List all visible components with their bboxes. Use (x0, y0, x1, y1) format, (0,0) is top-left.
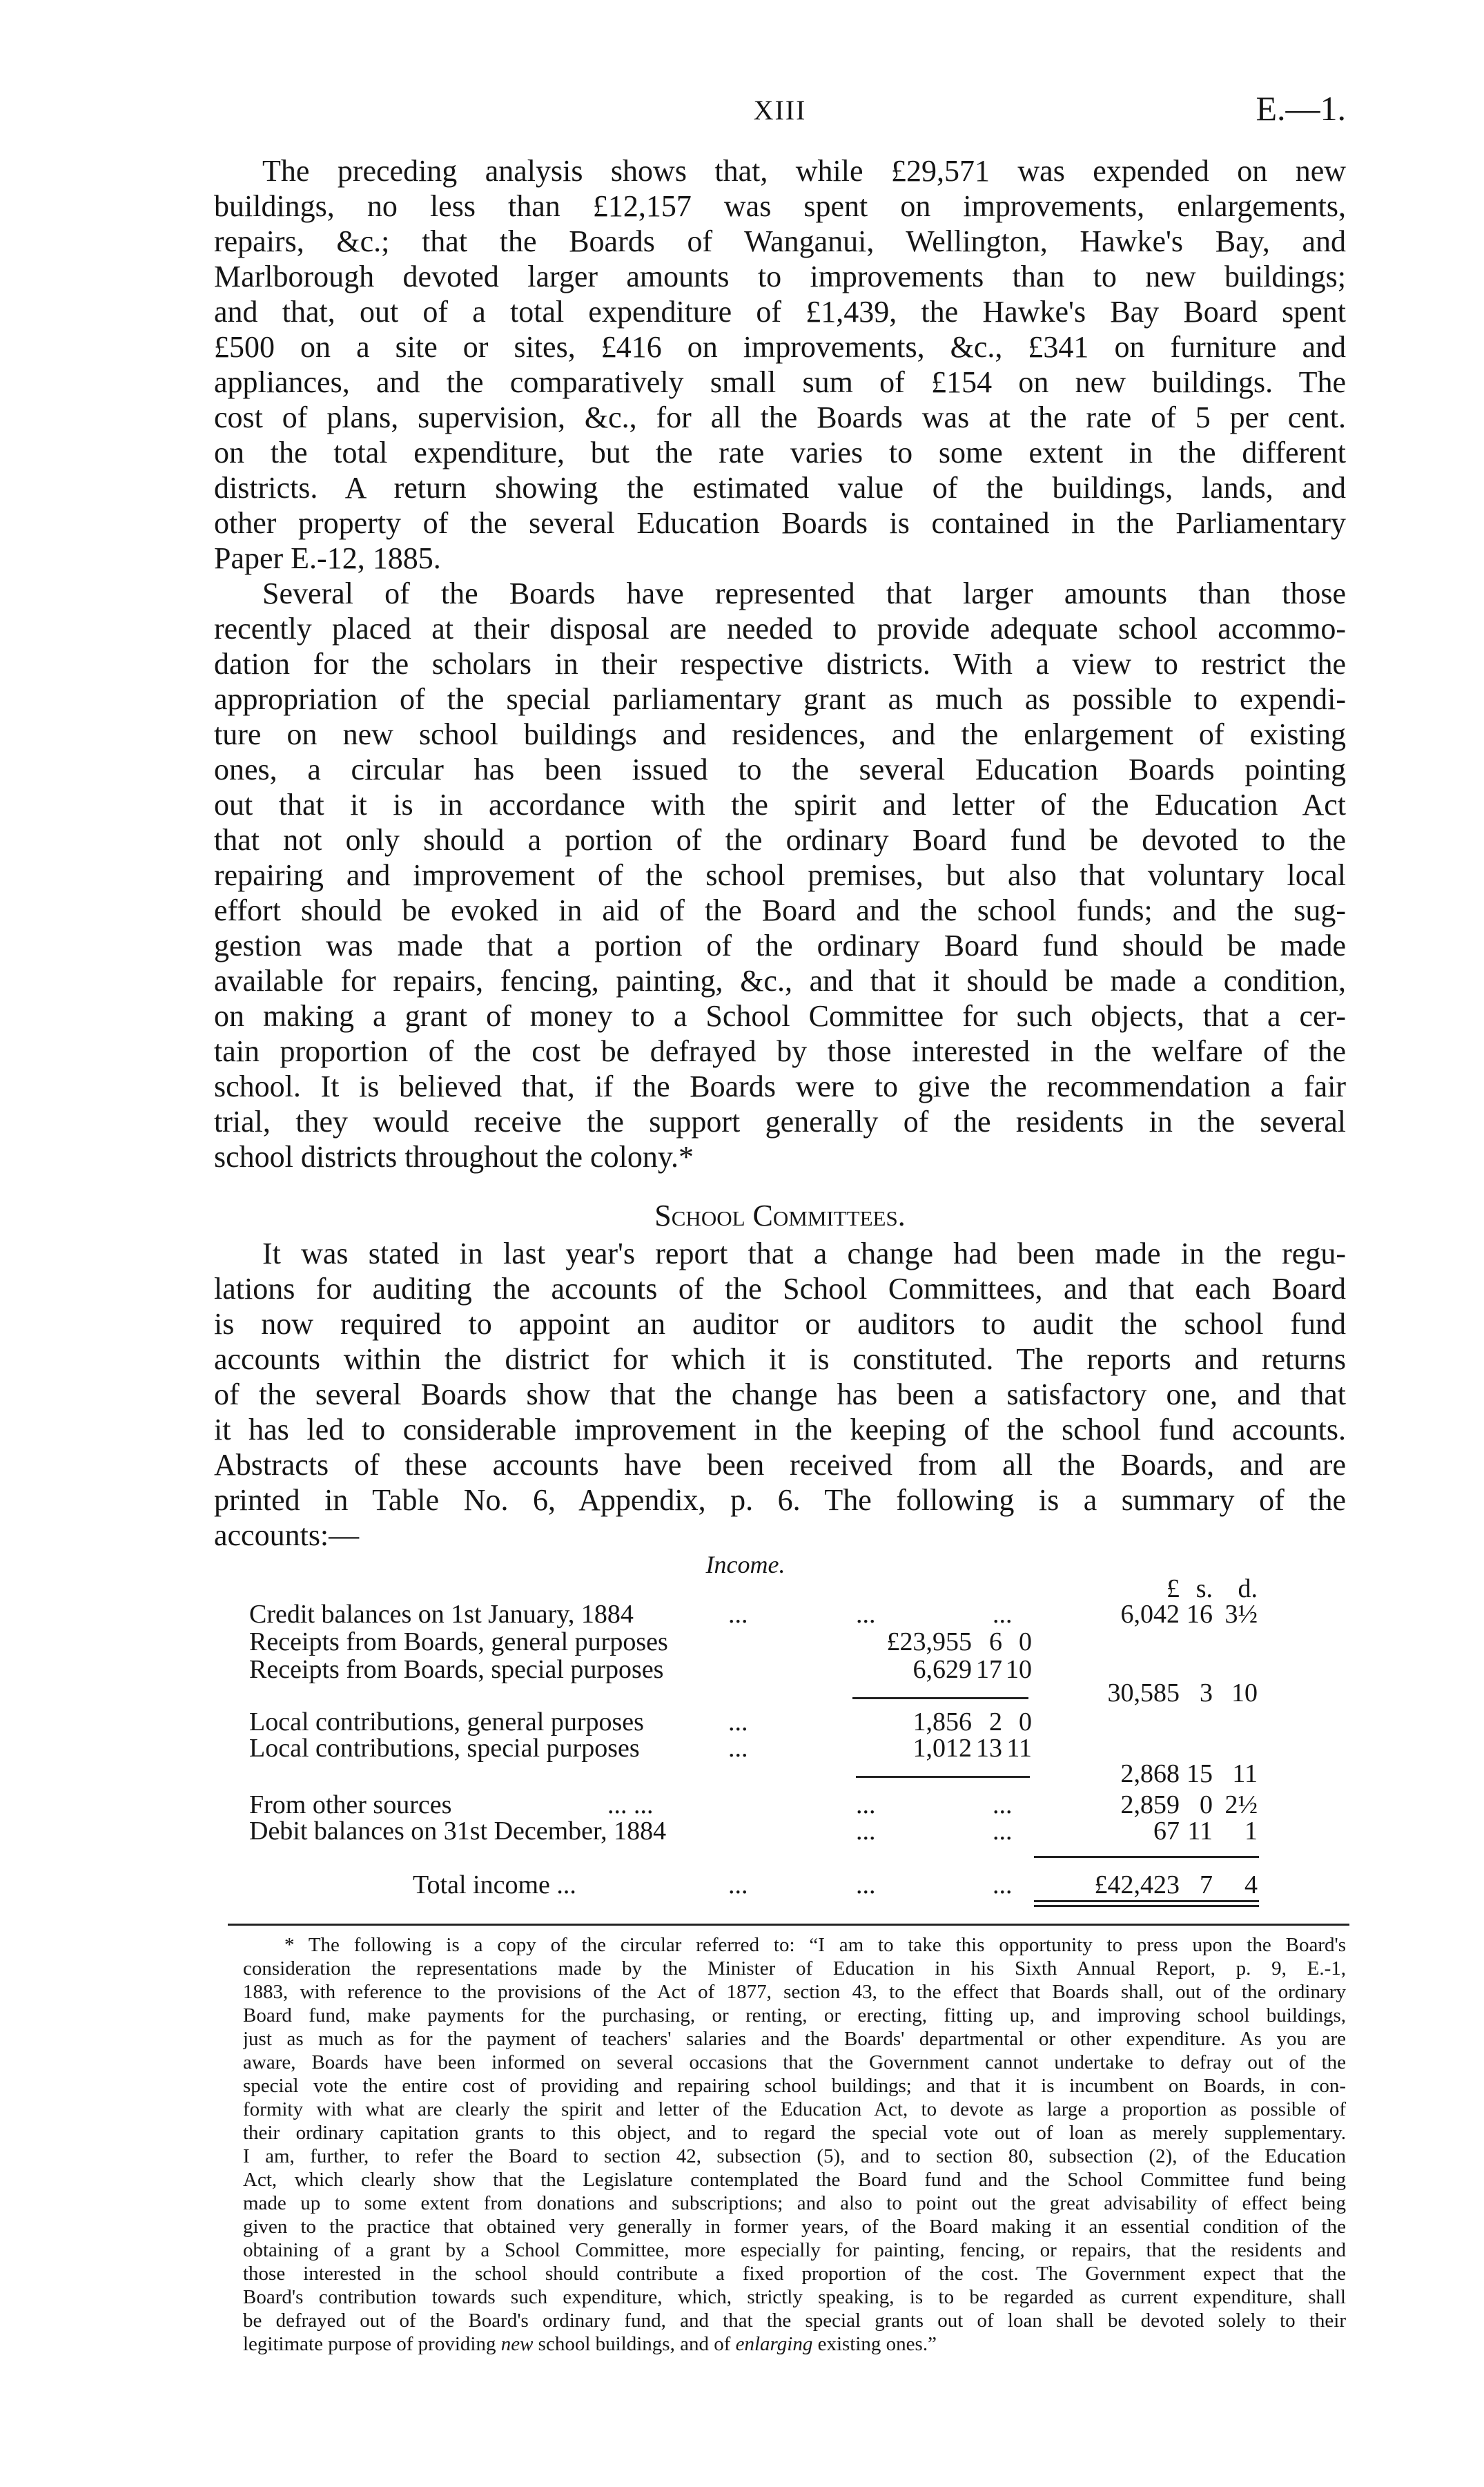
text-line: it has led to considerable improvement in the keeping of the school fund accounts. (214, 1413, 1346, 1446)
text-line: dation for the scholars in their respective districts. With a view to restrict the (214, 647, 1346, 681)
footnote-text: existing ones.” (812, 2333, 937, 2355)
pence: 1 (1244, 1817, 1258, 1846)
pounds: 2,859 (1120, 1790, 1180, 1819)
footnote-line: formity with what are clearly the spirit and letter of the Education Act, to devote as large a proportion as possible of (243, 2098, 1346, 2120)
leader-dots: ... ... (607, 1790, 654, 1819)
footnote-line: Board fund, make payments for the purchasing, or renting, or erecting, fitting up, and improving school buildings, (243, 2004, 1346, 2026)
sub-pounds: £23,955 (886, 1627, 972, 1656)
text-line: available for repairs, fencing, painting, &c., and that it should be made a condition, (214, 964, 1346, 998)
text-line: is now required to appoint an auditor or auditors to audit the school fund (214, 1307, 1346, 1341)
footnote-text: school buildings, and of (533, 2333, 736, 2355)
income-table-title: Income. (705, 1551, 785, 1578)
sub-pence: 11 (1006, 1734, 1032, 1763)
text-line: appliances, and the comparatively small sum of £154 on new buildings. The (214, 365, 1346, 399)
text-line: that not only should a portion of the ordinary Board fund be devoted to the (214, 823, 1346, 857)
row-label: From other sources (249, 1790, 452, 1819)
text-line: Paper E.-12, 1885. (214, 541, 441, 575)
footnote-line: those interested in the school should contribute a fixed proportion of the cost. The Government expect that the (243, 2263, 1346, 2285)
text-line: of the several Boards show that the change has been a satisfactory one, and that (214, 1377, 1346, 1411)
income-row (0, 1600, 1484, 1628)
footnote-line: aware, Boards have been informed on several occasions that the Government cannot undertake to defray out of the (243, 2051, 1346, 2073)
row-label: Receipts from Boards, special purposes (249, 1655, 664, 1684)
shillings: 0 (1200, 1790, 1213, 1819)
sub-pounds: 1,012 (912, 1734, 972, 1763)
text-line: Marlborough devoted larger amounts to improvements than to new buildings; (214, 260, 1346, 293)
total-double-rule (1034, 1905, 1259, 1907)
income-row (0, 1791, 1484, 1819)
text-line: accounts within the district for which it is constituted. The reports and returns (214, 1342, 1346, 1376)
income-row (0, 1708, 1484, 1736)
footnote-line: made up to some extent from donations and subscriptions; and also to point out the great advisability of effect being (243, 2192, 1346, 2214)
text-line: districts. A return showing the estimated value of the buildings, lands, and (214, 471, 1346, 505)
pounds: 2,868 (1120, 1759, 1180, 1788)
sub-pence: 0 (1019, 1707, 1032, 1736)
leader-dots: ... (993, 1600, 1013, 1629)
text-line: appropriation of the special parliamentary grant as much as possible to expendi- (214, 682, 1346, 716)
income-row (0, 1628, 1484, 1656)
income-row (0, 1817, 1484, 1845)
text-line: school districts throughout the colony.* (214, 1140, 694, 1174)
pounds: £42,423 (1094, 1870, 1180, 1899)
document-reference: E.—1. (1256, 89, 1346, 128)
text-line: accounts:— (214, 1518, 360, 1552)
pence: 3½ (1224, 1600, 1258, 1629)
leader-dots: ... (728, 1734, 748, 1763)
text-line: cost of plans, supervision, &c., for all the Boards was at the rate of 5 per cent. (214, 400, 1346, 434)
sub-shillings: 13 (976, 1734, 1002, 1763)
footnote-line: * The following is a copy of the circular referred to: “I am to take this opportunity to press upon the Board's (284, 1934, 1346, 1956)
text-line: lations for auditing the accounts of the School Committees, and that each Board (214, 1272, 1346, 1306)
paragraph-board-funding (214, 576, 1346, 1174)
text-line: other property of the several Education Boards is contained in the Parliamentary (214, 506, 1346, 540)
currency-header-row (0, 1575, 1484, 1603)
subtotal-rule (856, 1776, 1030, 1778)
footnote-line: special vote the entire cost of providing and repairing school buildings; and that it is incumbent on Boards, in con- (243, 2075, 1346, 2097)
shillings: 15 (1187, 1759, 1213, 1788)
row-label: Total income ... (413, 1870, 576, 1899)
shillings: 7 (1200, 1870, 1213, 1899)
text-line: on the total expenditure, but the rate varies to some extent in the different (214, 436, 1346, 470)
leader-dots: ... (993, 1790, 1013, 1819)
subtotal-rule (852, 1697, 1028, 1699)
footnote-line: consideration the representations made by the Minister of Education in his Sixth Annual Report, p. 9, E.-1, (243, 1957, 1346, 1980)
footnote-text: legitimate purpose of providing (243, 2333, 501, 2355)
pence: 10 (1231, 1678, 1258, 1707)
sub-shillings: 2 (989, 1707, 1002, 1736)
leader-dots: ... (728, 1600, 748, 1629)
income-row (0, 1679, 1484, 1707)
sub-shillings: 6 (989, 1627, 1002, 1656)
text-line: ones, a circular has been issued to the several Education Boards pointing (214, 753, 1346, 786)
leader-dots: ... (856, 1817, 876, 1846)
row-label: Debit balances on 31st December, 1884 (249, 1817, 667, 1846)
text-line: repairing and improvement of the school premises, but also that voluntary local (214, 858, 1346, 892)
sub-shillings: 17 (976, 1655, 1002, 1684)
text-line: printed in Table No. 6, Appendix, p. 6. The following is a summary of the (214, 1483, 1346, 1517)
footnote (243, 1933, 1346, 2356)
text-line: trial, they would receive the support generally of the residents in the several (214, 1105, 1346, 1139)
text-line: school. It is believed that, if the Boards were to give the recommendation a fair (214, 1070, 1346, 1103)
sub-pounds: 1,856 (912, 1707, 972, 1736)
total-double-rule (1034, 1900, 1259, 1902)
paragraph-building-expenditure (214, 153, 1346, 576)
income-row (0, 1734, 1484, 1762)
shillings-header: s. (1195, 1574, 1213, 1603)
leader-dots: ... (856, 1600, 876, 1629)
leader-dots: ... (856, 1870, 876, 1899)
footnote-line: obtaining of a grant by a School Committee, more especially for painting, fencing, or repairs, that the residents and (243, 2239, 1346, 2261)
pounds-header: £ (1166, 1574, 1180, 1603)
footnote-emphasis: new (500, 2333, 534, 2355)
leader-dots: ... (728, 1870, 748, 1899)
text-line: £500 on a site or sites, £416 on improvements, &c., £341 on furniture and (214, 330, 1346, 364)
text-line: buildings, no less than £12,157 was spent on improvements, enlargements, (214, 189, 1346, 223)
sub-pence: 0 (1019, 1627, 1032, 1656)
footnote-line: Board's contribution towards such expenditure, which, strictly speaking, is to be regarded as current expenditure, shall (243, 2286, 1346, 2308)
income-row (0, 1760, 1484, 1788)
footnote-line: I am, further, to refer the Board to section 42, subsection (5), and to section 80, subsection (2), of the Education (243, 2145, 1346, 2167)
footnote-line: given to the practice that obtained very generally in former years, of the Board making it an essential condition of the (243, 2216, 1346, 2238)
text-line: The preceding analysis shows that, while £29,571 was expended on new (262, 154, 1346, 188)
leader-dots: ... (856, 1790, 876, 1819)
text-line: effort should be evoked in aid of the Board and the school funds; and the sug- (214, 893, 1346, 927)
shillings: 11 (1187, 1817, 1213, 1846)
footnote-line: 1883, with reference to the provisions of the Act of 1877, section 43, to the effect that Boards shall, out of the ordinary (243, 1981, 1346, 2003)
footnote-line: just as much as for the payment of teachers' salaries and the Boards' departmental or other expenditure. As you are (243, 2028, 1346, 2050)
leader-dots: ... (728, 1707, 748, 1736)
sub-pounds: 6,629 (912, 1655, 972, 1684)
pence-header: d. (1238, 1574, 1258, 1603)
pounds: 6,042 (1120, 1600, 1180, 1629)
page-number: XIII (753, 95, 807, 126)
text-line: and that, out of a total expenditure of £1,439, the Hawke's Bay Board spent (214, 295, 1346, 329)
text-line: on making a grant of money to a School Committee for such objects, that a cer- (214, 999, 1346, 1033)
text-line: It was stated in last year's report that a change had been made in the regu- (262, 1237, 1346, 1270)
shillings: 3 (1200, 1678, 1213, 1707)
footnote-divider (228, 1924, 1349, 1926)
pence: 11 (1232, 1759, 1258, 1788)
shillings: 16 (1187, 1600, 1213, 1629)
row-label: Receipts from Boards, general purposes (249, 1627, 668, 1656)
footnote-emphasis: enlarging (735, 2333, 813, 2355)
row-label: Local contributions, general purposes (249, 1707, 644, 1736)
paragraph-school-committees (214, 1236, 1346, 1553)
footnote-line (243, 2332, 1346, 2356)
income-row (0, 1871, 1484, 1899)
total-rule (1034, 1856, 1259, 1858)
footnote-line: their ordinary capitation grants to this object, and to regard the special vote out of loan as merely supplementary. (243, 2122, 1346, 2144)
leader-dots: ... (993, 1817, 1013, 1846)
footnote-line: Act, which clearly show that the Legislature contemplated the Board fund and the School Committee fund being (243, 2169, 1346, 2191)
pence: 2½ (1224, 1790, 1258, 1819)
pounds: 30,585 (1107, 1678, 1180, 1707)
row-label: Local contributions, special purposes (249, 1734, 640, 1763)
text-line: gestion was made that a portion of the ordinary Board fund should be made (214, 929, 1346, 962)
sub-pence: 10 (1006, 1655, 1032, 1684)
section-heading: School Committees. (654, 1199, 906, 1232)
pence: 4 (1244, 1870, 1258, 1899)
row-label: Credit balances on 1st January, 1884 (249, 1600, 634, 1629)
text-line: out that it is in accordance with the spirit and letter of the Education Act (214, 788, 1346, 822)
text-line: Several of the Boards have represented that larger amounts than those (262, 577, 1346, 610)
text-line: Abstracts of these accounts have been received from all the Boards, and are (214, 1448, 1346, 1482)
footnote-line: be defrayed out of the Board's ordinary fund, and that the special grants out of loan shall be devoted solely to their (243, 2310, 1346, 2332)
text-line: ture on new school buildings and residences, and the enlargement of existing (214, 717, 1346, 751)
text-line: tain proportion of the cost be defrayed by those interested in the welfare of the (214, 1034, 1346, 1068)
text-line: repairs, &c.; that the Boards of Wanganui, Wellington, Hawke's Bay, and (214, 224, 1346, 258)
text-line: recently placed at their disposal are needed to provide adequate school accommo- (214, 612, 1346, 646)
leader-dots: ... (993, 1870, 1013, 1899)
pounds: 67 (1153, 1817, 1180, 1846)
